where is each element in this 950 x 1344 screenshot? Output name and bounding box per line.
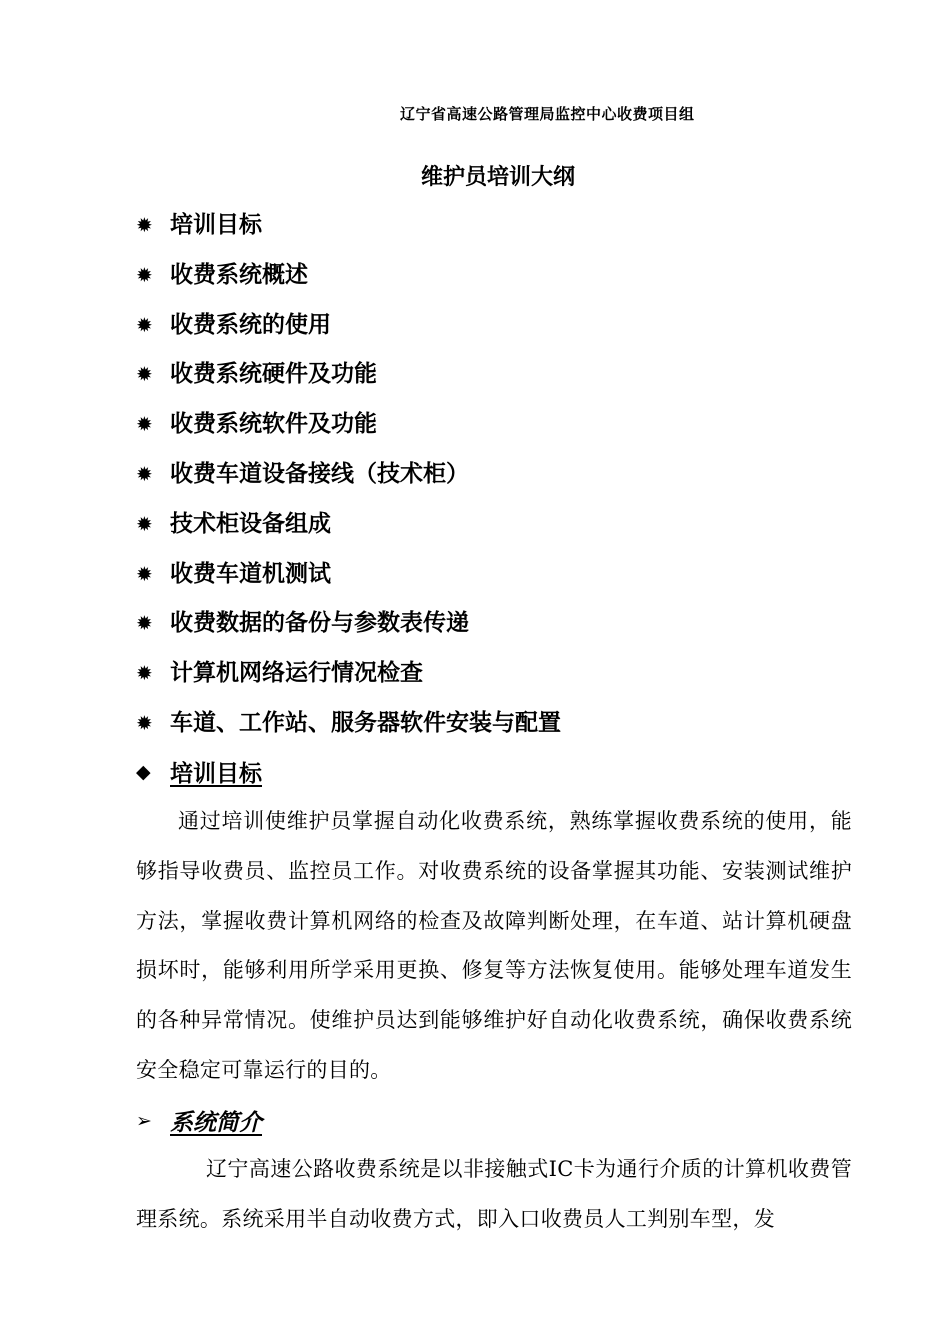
outline-item-label: 收费系统硬件及功能 — [170, 360, 377, 388]
arrowhead-icon: ➢ — [136, 1109, 152, 1132]
header-organization: 辽宁省高速公路管理局监控中心收费项目组 — [400, 105, 695, 123]
asterisk-star-icon: ✹ — [136, 611, 153, 636]
outline-item — [136, 208, 856, 258]
outline-item-label: 车道、工作站、服务器软件安装与配置 — [170, 708, 561, 736]
asterisk-star-icon: ✹ — [136, 461, 153, 486]
outline-item — [136, 357, 856, 407]
asterisk-star-icon: ✹ — [136, 312, 153, 337]
outline-item — [136, 557, 856, 607]
outline-item-label: 计算机网络运行情况检查 — [170, 659, 423, 687]
outline-item — [136, 457, 856, 507]
asterisk-star-icon: ✹ — [136, 561, 153, 586]
asterisk-star-icon: ✹ — [136, 511, 153, 536]
outline-item-label: 收费系统概述 — [170, 260, 308, 288]
asterisk-star-icon: ✹ — [136, 262, 153, 287]
outline-item-label: 收费数据的备份与参数表传递 — [170, 609, 469, 637]
section-heading-label: 培训目标 — [170, 760, 262, 787]
outline-item — [136, 407, 856, 457]
section-paragraph: 通过培训使维护员掌握自动化收费系统，熟练掌握收费系统的使用，能够指导收费员、监控员工作。对收费系统的设备掌握其功能、安装测试维护方法，掌握收费计算机网络的检查及故障判断处理，在车道、站计算机硬盘损坏时，能够利用所学采用更换、修复等方法恢复使用。能够处理车道发生的各种异常情况。使维护员达到能够维护好自动化收费系统，确保收费系统安全稳定可靠运行的目的。 — [136, 809, 852, 1082]
diamond-icon: ◆ — [136, 760, 151, 783]
outline-item-label: 收费系统的使用 — [170, 310, 331, 338]
outline-item — [136, 308, 856, 358]
outline-item-label: 收费系统软件及功能 — [170, 410, 377, 438]
asterisk-star-icon: ✹ — [136, 412, 153, 437]
outline-item — [136, 606, 856, 656]
outline-item-label: 培训目标 — [170, 211, 262, 238]
outline-item-label: 收费车道机测试 — [170, 559, 331, 587]
section-heading-training-goals — [136, 755, 262, 788]
outline-list — [136, 208, 856, 756]
section-paragraph: 辽宁高速公路收费系统是以非接触式IC卡为通行介质的计算机收费管理系统。系统采用半自动收费方式，即入口收费员人工判别车型，发 — [136, 1157, 852, 1231]
asterisk-star-icon: ✹ — [136, 661, 153, 686]
section-heading-label: 系统简介 — [170, 1109, 262, 1136]
outline-item — [136, 706, 856, 756]
outline-item-label: 收费车道设备接线（技术柜） — [170, 459, 469, 487]
outline-item — [136, 507, 856, 557]
asterisk-star-icon: ✹ — [136, 213, 153, 237]
outline-item — [136, 656, 856, 706]
asterisk-star-icon: ✹ — [136, 362, 153, 387]
asterisk-star-icon: ✹ — [136, 710, 153, 735]
outline-item — [136, 258, 856, 308]
document-title: 维护员培训大纲 — [420, 164, 575, 190]
outline-item-label: 技术柜设备组成 — [170, 509, 331, 537]
section-heading-system-intro — [136, 1104, 262, 1137]
